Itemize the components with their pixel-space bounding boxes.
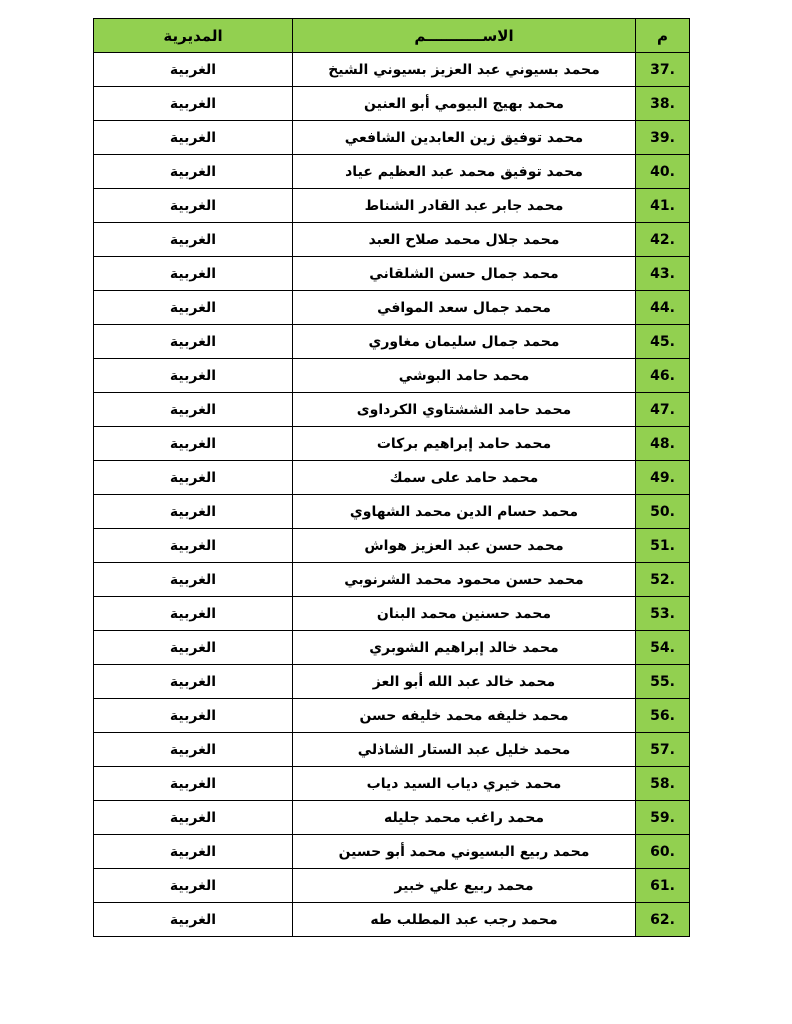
row-number: 43. — [636, 257, 690, 291]
row-directorate: الغربية — [94, 325, 293, 359]
row-name: محمد خليل عبد الستار الشاذلي — [293, 733, 636, 767]
table-row — [94, 495, 690, 529]
row-number: 50. — [636, 495, 690, 529]
row-number: 62. — [636, 903, 690, 937]
row-directorate: الغربية — [94, 631, 293, 665]
table-row — [94, 801, 690, 835]
row-directorate: الغربية — [94, 155, 293, 189]
table-row — [94, 563, 690, 597]
row-number: 59. — [636, 801, 690, 835]
row-directorate: الغربية — [94, 529, 293, 563]
row-name: محمد خليفه محمد خليفه حسن — [293, 699, 636, 733]
row-name: محمد حسن محمود محمد الشرنوبي — [293, 563, 636, 597]
table-row — [94, 359, 690, 393]
table-row — [94, 767, 690, 801]
table-row — [94, 529, 690, 563]
table-row — [94, 189, 690, 223]
header-number: م — [636, 19, 690, 53]
row-name: محمد حامد البوشي — [293, 359, 636, 393]
row-directorate: الغربية — [94, 835, 293, 869]
table-row — [94, 597, 690, 631]
row-directorate: الغربية — [94, 359, 293, 393]
row-number: 41. — [636, 189, 690, 223]
row-directorate: الغربية — [94, 495, 293, 529]
row-number: 60. — [636, 835, 690, 869]
table-row — [94, 461, 690, 495]
row-number: 53. — [636, 597, 690, 631]
row-number: 56. — [636, 699, 690, 733]
row-directorate: الغربية — [94, 461, 293, 495]
table-row — [94, 427, 690, 461]
table-row — [94, 393, 690, 427]
row-directorate: الغربية — [94, 597, 293, 631]
row-name: محمد توفيق محمد عبد العظيم عياد — [293, 155, 636, 189]
row-name: محمد خالد عبد الله أبو العز — [293, 665, 636, 699]
row-number: 52. — [636, 563, 690, 597]
header-name: الاســـــــــــم — [293, 19, 636, 53]
row-number: 47. — [636, 393, 690, 427]
row-name: محمد رجب عبد المطلب طه — [293, 903, 636, 937]
row-directorate: الغربية — [94, 121, 293, 155]
row-number: 39. — [636, 121, 690, 155]
roster-sheet — [93, 18, 689, 937]
table-row — [94, 733, 690, 767]
table-row — [94, 631, 690, 665]
table-row — [94, 257, 690, 291]
row-directorate: الغربية — [94, 733, 293, 767]
table-row — [94, 155, 690, 189]
row-number: 49. — [636, 461, 690, 495]
table-row — [94, 835, 690, 869]
row-directorate: الغربية — [94, 869, 293, 903]
table-row — [94, 665, 690, 699]
row-name: محمد جلال محمد صلاح العبد — [293, 223, 636, 257]
row-number: 58. — [636, 767, 690, 801]
header-row — [94, 19, 690, 53]
row-name: محمد بسيوني عبد العزيز بسيوني الشيخ — [293, 53, 636, 87]
table-row — [94, 53, 690, 87]
row-name: محمد جابر عبد القادر الشناط — [293, 189, 636, 223]
row-name: محمد راغب محمد جليله — [293, 801, 636, 835]
row-number: 54. — [636, 631, 690, 665]
row-directorate: الغربية — [94, 223, 293, 257]
row-number: 61. — [636, 869, 690, 903]
row-name: محمد حسام الدين محمد الشهاوي — [293, 495, 636, 529]
row-directorate: الغربية — [94, 801, 293, 835]
row-number: 55. — [636, 665, 690, 699]
table-row — [94, 223, 690, 257]
row-name: محمد حسنين محمد البنان — [293, 597, 636, 631]
row-name: محمد ربيع علي خبير — [293, 869, 636, 903]
row-number: 38. — [636, 87, 690, 121]
row-name: محمد حامد إبراهيم بركات — [293, 427, 636, 461]
table-row — [94, 87, 690, 121]
row-directorate: الغربية — [94, 665, 293, 699]
row-directorate: الغربية — [94, 767, 293, 801]
roster-body — [94, 53, 690, 937]
row-directorate: الغربية — [94, 903, 293, 937]
row-name: محمد حامد الششتاوي الكرداوى — [293, 393, 636, 427]
row-directorate: الغربية — [94, 257, 293, 291]
table-row — [94, 699, 690, 733]
row-directorate: الغربية — [94, 699, 293, 733]
row-number: 45. — [636, 325, 690, 359]
row-name: محمد حسن عبد العزيز هواش — [293, 529, 636, 563]
row-name: محمد جمال سعد الموافي — [293, 291, 636, 325]
row-directorate: الغربية — [94, 291, 293, 325]
row-number: 48. — [636, 427, 690, 461]
row-directorate: الغربية — [94, 87, 293, 121]
row-name: محمد حامد على سمك — [293, 461, 636, 495]
row-number: 37. — [636, 53, 690, 87]
row-name: محمد خالد إبراهيم الشوبري — [293, 631, 636, 665]
table-row — [94, 121, 690, 155]
table-row — [94, 325, 690, 359]
row-directorate: الغربية — [94, 427, 293, 461]
row-number: 57. — [636, 733, 690, 767]
roster-table — [93, 18, 690, 937]
row-name: محمد توفيق زين العابدين الشافعي — [293, 121, 636, 155]
row-directorate: الغربية — [94, 189, 293, 223]
row-number: 44. — [636, 291, 690, 325]
row-number: 51. — [636, 529, 690, 563]
row-name: محمد جمال سليمان مغاوري — [293, 325, 636, 359]
row-name: محمد جمال حسن الشلقاني — [293, 257, 636, 291]
table-row — [94, 869, 690, 903]
row-directorate: الغربية — [94, 563, 293, 597]
row-directorate: الغربية — [94, 393, 293, 427]
row-number: 42. — [636, 223, 690, 257]
table-row — [94, 903, 690, 937]
table-row — [94, 291, 690, 325]
row-name: محمد ربيع البسيوني محمد أبو حسين — [293, 835, 636, 869]
row-name: محمد بهيج البيومي أبو العنين — [293, 87, 636, 121]
row-name: محمد خيري دياب السيد دياب — [293, 767, 636, 801]
row-number: 46. — [636, 359, 690, 393]
row-directorate: الغربية — [94, 53, 293, 87]
row-number: 40. — [636, 155, 690, 189]
header-directorate: المديرية — [94, 19, 293, 53]
